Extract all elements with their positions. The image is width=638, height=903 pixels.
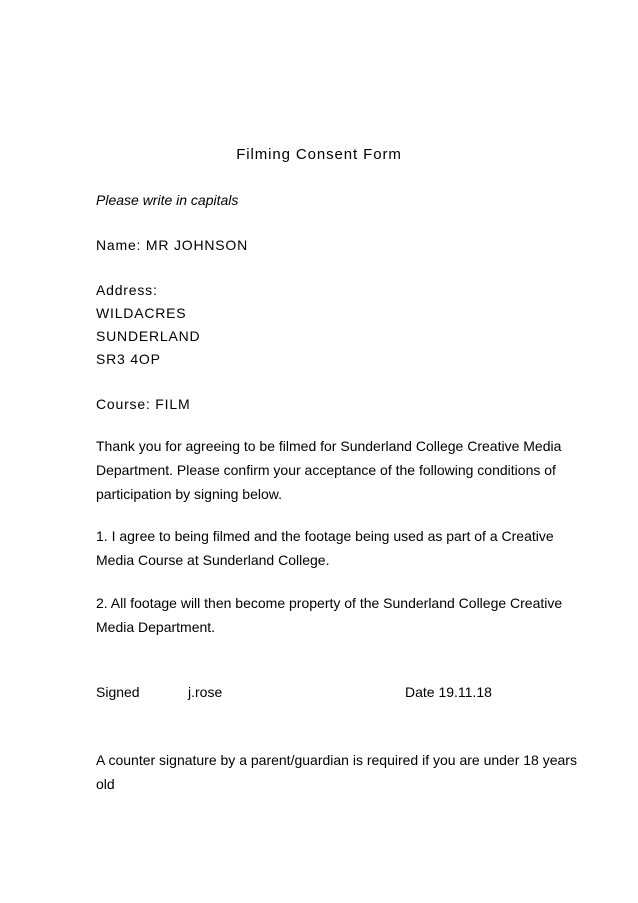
intro-line-2: Department. Please confirm your acceptance of the following conditions of — [96, 462, 556, 478]
date-field: Date 19.11.18 — [405, 684, 492, 700]
counter-signature-note — [96, 748, 576, 796]
address-line-3: SR3 4OP — [96, 351, 161, 367]
course-field: Course: FILM — [96, 396, 191, 412]
address-line-2: SUNDERLAND — [96, 328, 201, 344]
intro-line-1: Thank you for agreeing to be filmed for Sunderland College Creative Media — [96, 438, 562, 454]
condition-1-line-2: Media Course at Sunderland College. — [96, 552, 330, 568]
capitals-instruction: Please write in capitals — [96, 192, 239, 208]
condition-2-line-1: 2. All footage will then become property of the Sunderland College Creative — [96, 595, 563, 611]
condition-2-line-2: Media Department. — [96, 619, 216, 635]
address-label: Address: — [96, 282, 158, 298]
form-title-text: Filming Consent Form — [236, 146, 402, 163]
condition-1-paragraph — [96, 524, 556, 572]
signature-value: j.rose — [188, 684, 223, 700]
address-line-1: WILDACRES — [96, 305, 187, 321]
signed-label: Signed — [96, 684, 140, 700]
counter-signature-line-2: old — [96, 776, 115, 792]
name-field: Name: MR JOHNSON — [96, 237, 249, 253]
intro-paragraph — [96, 434, 562, 506]
condition-1-line-1: 1. I agree to being filmed and the footage being used as part of a Creative — [96, 528, 554, 544]
counter-signature-line-1: A counter signature by a parent/guardian is required if you are under 18 years — [96, 752, 577, 768]
intro-line-3: participation by signing below. — [96, 486, 283, 502]
condition-2-paragraph — [96, 591, 563, 639]
form-title — [0, 143, 638, 167]
